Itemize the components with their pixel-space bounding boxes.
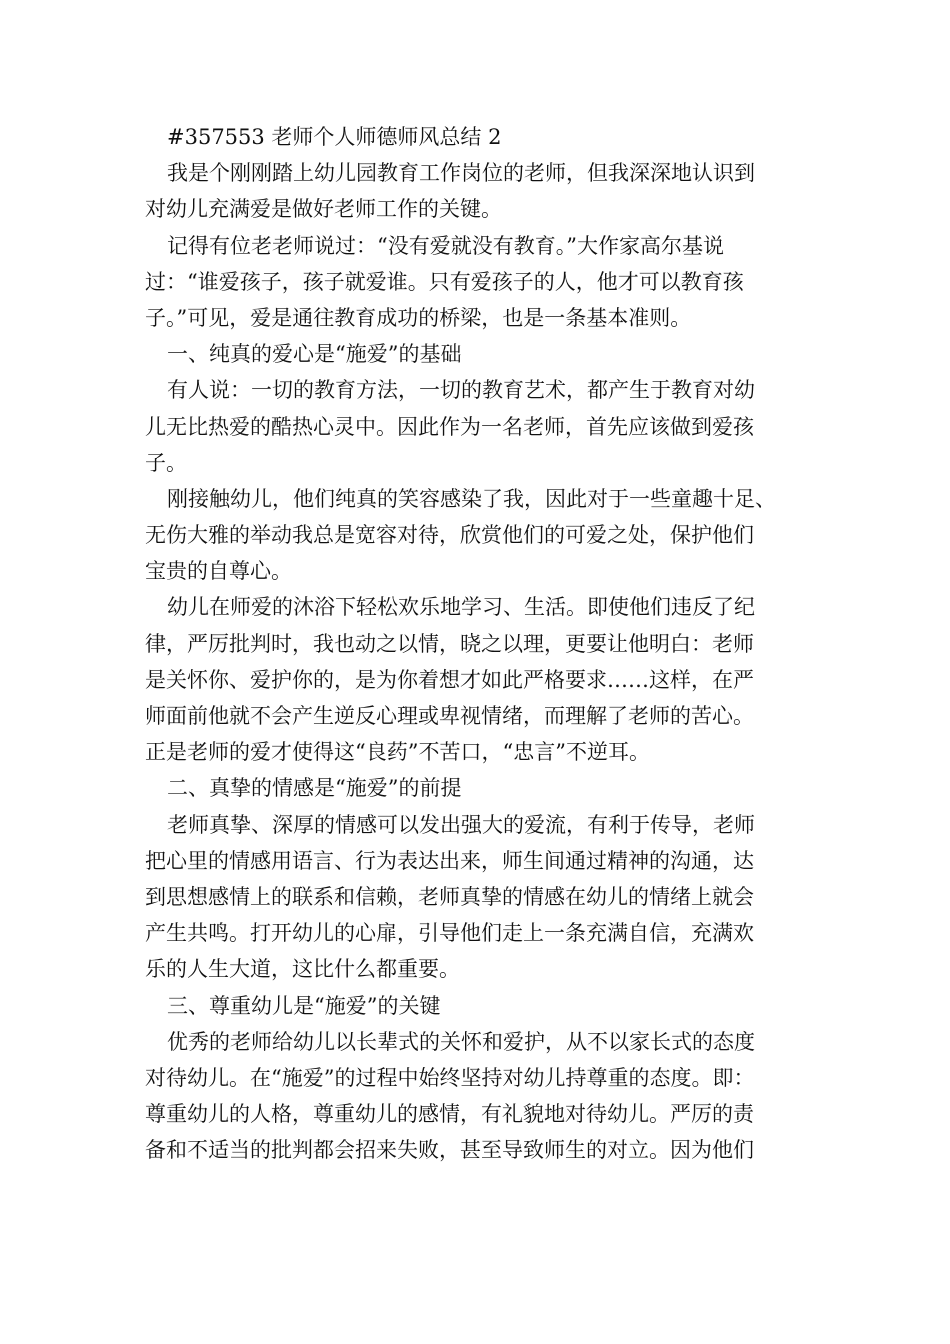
paragraph-line: 乐的人生大道，这比什么都重要。	[145, 957, 460, 982]
paragraph-line: 无伤大雅的举动我总是宽容对待，欣赏他们的可爱之处，保护他们	[145, 523, 754, 548]
paragraph-line: 律，严厉批判时，我也动之以情，晓之以理，更要让他明白：老师	[145, 631, 754, 656]
paragraph-line: 记得有位老老师说过：“没有爱就没有教育。”大作家高尔基说	[167, 233, 724, 258]
document-body	[145, 119, 825, 1168]
paragraph-line: 过：“谁爱孩子，孩子就爱谁。只有爱孩子的人，他才可以教育孩	[145, 269, 744, 294]
paragraph-line: 老师真挚、深厚的情感可以发出强大的爱流，有利于传导，老师	[167, 812, 755, 837]
paragraph-line: 子。	[145, 450, 187, 475]
paragraph-line: 对待幼儿。在“施爱”的过程中始终坚持对幼儿持尊重的态度。即：	[145, 1065, 755, 1090]
paragraph-line: 我是个刚刚踏上幼儿园教育工作岗位的老师，但我深深地认识到	[167, 161, 755, 186]
section-heading: 三、尊重幼儿是“施爱”的关键	[167, 993, 441, 1018]
paragraph-line: 有人说：一切的教育方法，一切的教育艺术，都产生于教育对幼	[167, 378, 755, 403]
document-title: #357553 老师个人师德师风总结 2	[167, 125, 502, 149]
paragraph-line: 备和不适当的批判都会招来失败，甚至导致师生的对立。因为他们	[145, 1138, 754, 1163]
paragraph-line: 把心里的情感用语言、行为表达出来，师生间通过精神的沟通，达	[145, 848, 754, 873]
paragraph-line: 宝贵的自尊心。	[145, 559, 292, 584]
paragraph-line: 到思想感情上的联系和信赖，老师真挚的情感在幼儿的情绪上就会	[145, 884, 754, 909]
paragraph-line: 对幼儿充满爱是做好老师工作的关键。	[145, 197, 502, 222]
paragraph-line: 是关怀你、爱护你的，是为你着想才如此严格要求……这样，在严	[145, 667, 754, 692]
paragraph-line: 优秀的老师给幼儿以长辈式的关怀和爱护，从不以家长式的态度	[167, 1029, 755, 1054]
section-heading: 一、纯真的爱心是“施爱”的基础	[167, 342, 462, 367]
paragraph-line: 子。”可见，爱是通往教育成功的桥梁，也是一条基本准则。	[145, 305, 692, 330]
paragraph-line: 尊重幼儿的人格，尊重幼儿的感情，有礼貌地对待幼儿。严厉的责	[145, 1102, 754, 1127]
paragraph-line: 产生共鸣。打开幼儿的心扉，引导他们走上一条充满自信，充满欢	[145, 921, 754, 946]
paragraph-line: 刚接触幼儿，他们纯真的笑容感染了我，因此对于一些童趣十足、	[167, 486, 776, 511]
paragraph-line: 正是老师的爱才使得这“良药”不苦口，“忠言”不逆耳。	[145, 740, 650, 765]
paragraph-line: 幼儿在师爱的沐浴下轻松欢乐地学习、生活。即使他们违反了纪	[167, 595, 755, 620]
paragraph-line: 师面前他就不会产生逆反心理或卑视情绪，而理解了老师的苦心。	[145, 704, 754, 728]
paragraph-line: 儿无比热爱的酷热心灵中。因此作为一名老师，首先应该做到爱孩	[145, 414, 754, 439]
section-heading: 二、真挚的情感是“施爱”的前提	[167, 776, 462, 801]
